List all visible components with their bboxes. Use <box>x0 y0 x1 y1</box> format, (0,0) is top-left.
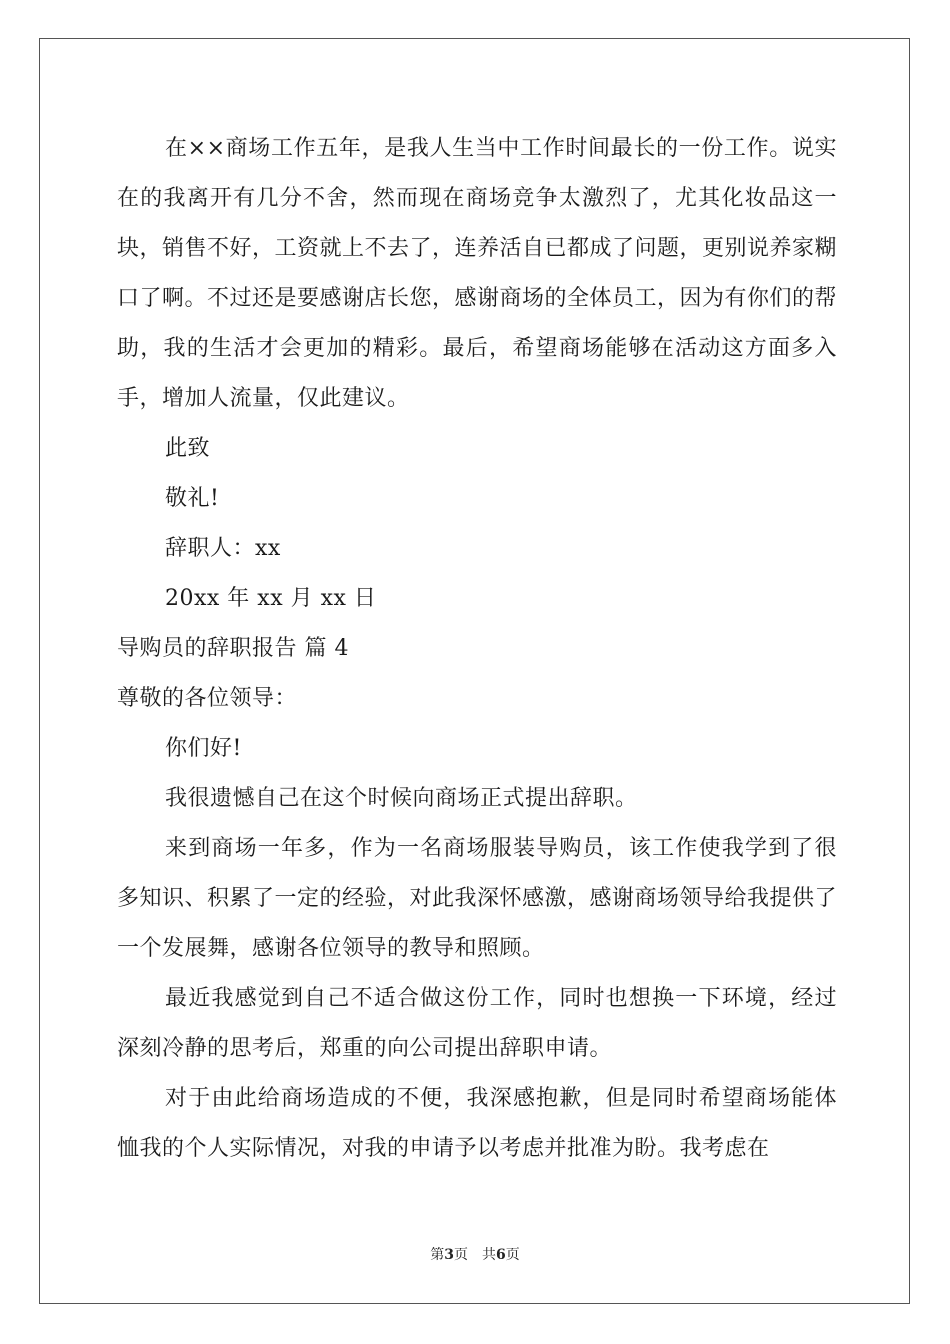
paragraph-experience: 来到商场一年多，作为一名商场服装导购员，该工作使我学到了很多知识、积累了一定的经验，对此我深怀感激，感谢商场领导给我提供了一个发展舞，感谢各位领导的教导和照顾。 <box>117 836 838 961</box>
signature-date: 20xx 年 xx 月 xx 日 <box>165 586 377 611</box>
paragraph-resignation-intent: 我很遗憾自己在这个时候向商场正式提出辞职。 <box>165 786 638 811</box>
page-prefix: 第 <box>430 1247 445 1263</box>
paragraph-closing-remarks: 在××商场工作五年，是我人生当中工作时间最长的一份工作。说实在的我离开有几分不舍，然而现在商场竞争太激烈了，尤其化妆品这一块，销售不好，工资就上不去了，连养活自已都成了问题，更别说养家糊口了啊。不过还是要感谢店长您，感谢商场的全体员工，因为有你们的帮助，我的生活才会更加的精彩。最后，希望商场能够在活动这方面多入手，增加人流量，仅此建议。 <box>117 136 838 411</box>
salutation-jingli: 敬礼! <box>165 486 220 511</box>
salutation-cizhi: 此致 <box>165 436 211 461</box>
greeting-hello: 你们好! <box>165 736 242 761</box>
page-total-number: 6 <box>496 1247 506 1263</box>
document-body <box>117 124 837 1174</box>
page-footer <box>0 1244 950 1264</box>
page-mid: 页 <box>454 1247 468 1263</box>
total-suffix: 页 <box>505 1247 520 1263</box>
letter-greeting: 尊敬的各位领导： <box>117 686 298 711</box>
paragraph-reason: 最近我感觉到自己不适合做这份工作，同时也想换一下环境，经过深刻冷静的思考后，郑重的向公司提出辞职申请。 <box>117 986 837 1061</box>
total-prefix: 共 <box>482 1247 496 1263</box>
section-heading: 导购员的辞职报告 篇 4 <box>117 636 349 661</box>
page-current-number: 3 <box>444 1247 454 1263</box>
paragraph-apology: 对于由此给商场造成的不便，我深感抱歉，但是同时希望商场能体恤我的个人实际情况，对我的申请予以考虑并批准为盼。我考虑在 <box>117 1086 837 1161</box>
signature-resigner: 辞职人：xx <box>165 536 281 561</box>
